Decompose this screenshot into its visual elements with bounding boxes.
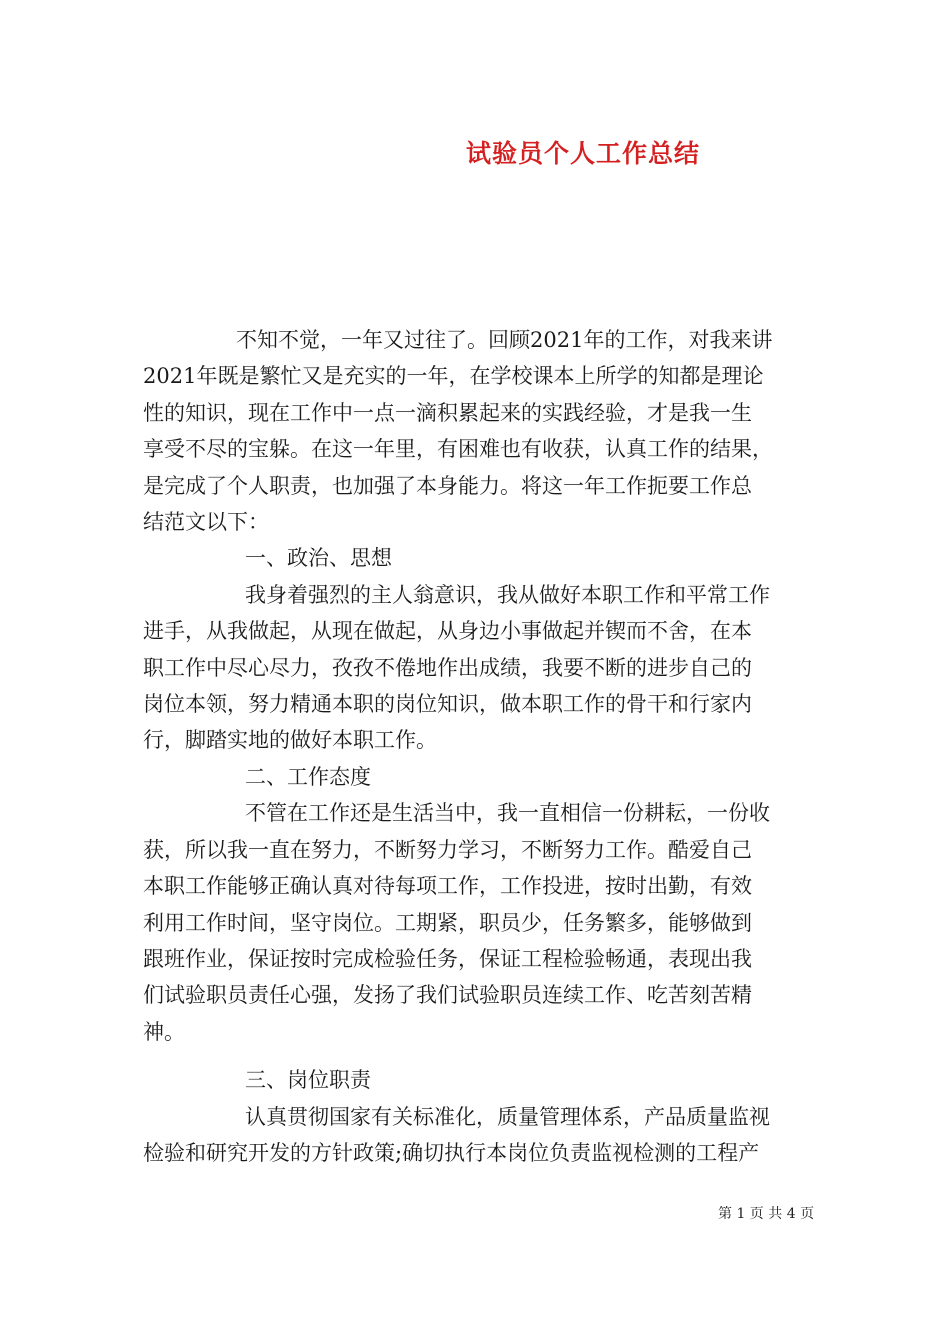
paragraph-line: 本职工作能够正确认真对待每项工作，工作投进，按时出勤，有效 [143, 874, 752, 899]
paragraph-line: 结范文以下： [143, 510, 269, 535]
document-title: 试验员个人工作总结 [465, 139, 700, 168]
paragraph-line: 不知不觉，一年又过往了。回顾2021年的工作，对我来讲 [236, 328, 773, 352]
document-body [143, 322, 808, 1171]
page-number: 第 1 页 共 4 页 [718, 1206, 815, 1222]
paragraph-line: 不管在工作还是生活当中，我一直相信一份耕耘，一份收 [245, 801, 770, 826]
paragraph-line: 性的知识，现在工作中一点一滴积累起来的实践经验，才是我一生 [143, 400, 752, 425]
section-heading: 三、岗位职责 [245, 1068, 371, 1093]
paragraph-line: 岗位本领，努力精通本职的岗位知识，做本职工作的骨干和行家内 [143, 692, 752, 717]
section-heading: 一、政治、思想 [245, 546, 392, 571]
paragraph-line: 检验和研究开发的方针政策;确切执行本岗位负责监视检测的工程产 [143, 1140, 760, 1165]
paragraph-line: 行，脚踏实地的做好本职工作。 [143, 728, 437, 753]
paragraph-line: 进手，从我做起，从现在做起，从身边小事做起并锲而不舍，在本 [143, 619, 752, 644]
paragraph-line: 们试验职员责任心强，发扬了我们试验职员连续工作、吃苦刻苦精 [143, 983, 752, 1008]
paragraph-line: 享受不尽的宝躲。在这一年里，有困难也有收获，认真工作的结果， [143, 437, 773, 462]
paragraph-line: 职工作中尽心尽力，孜孜不倦地作出成绩，我要不断的进步自己的 [143, 655, 752, 680]
paragraph-line: 是完成了个人职责，也加强了本身能力。将这一年工作扼要工作总 [143, 473, 752, 498]
paragraph-line: 认真贯彻国家有关标准化，质量管理体系，产品质量监视 [245, 1104, 770, 1129]
paragraph-line: 2021年既是繁忙又是充实的一年，在学校课本上所学的知都是理论 [143, 364, 764, 389]
paragraph-line: 获，所以我一直在努力，不断努力学习，不断努力工作。酷爱自己 [143, 837, 752, 862]
paragraph-line: 神。 [143, 1019, 185, 1044]
paragraph-line: 我身着强烈的主人翁意识，我从做好本职工作和平常工作 [245, 582, 770, 607]
paragraph-line: 利用工作时间，坚守岗位。工期紧，职员少，任务繁多，能够做到 [143, 910, 752, 935]
section-heading: 二、工作态度 [245, 764, 371, 789]
paragraph-line: 跟班作业，保证按时完成检验任务，保证工程检验畅通，表现出我 [143, 946, 752, 971]
